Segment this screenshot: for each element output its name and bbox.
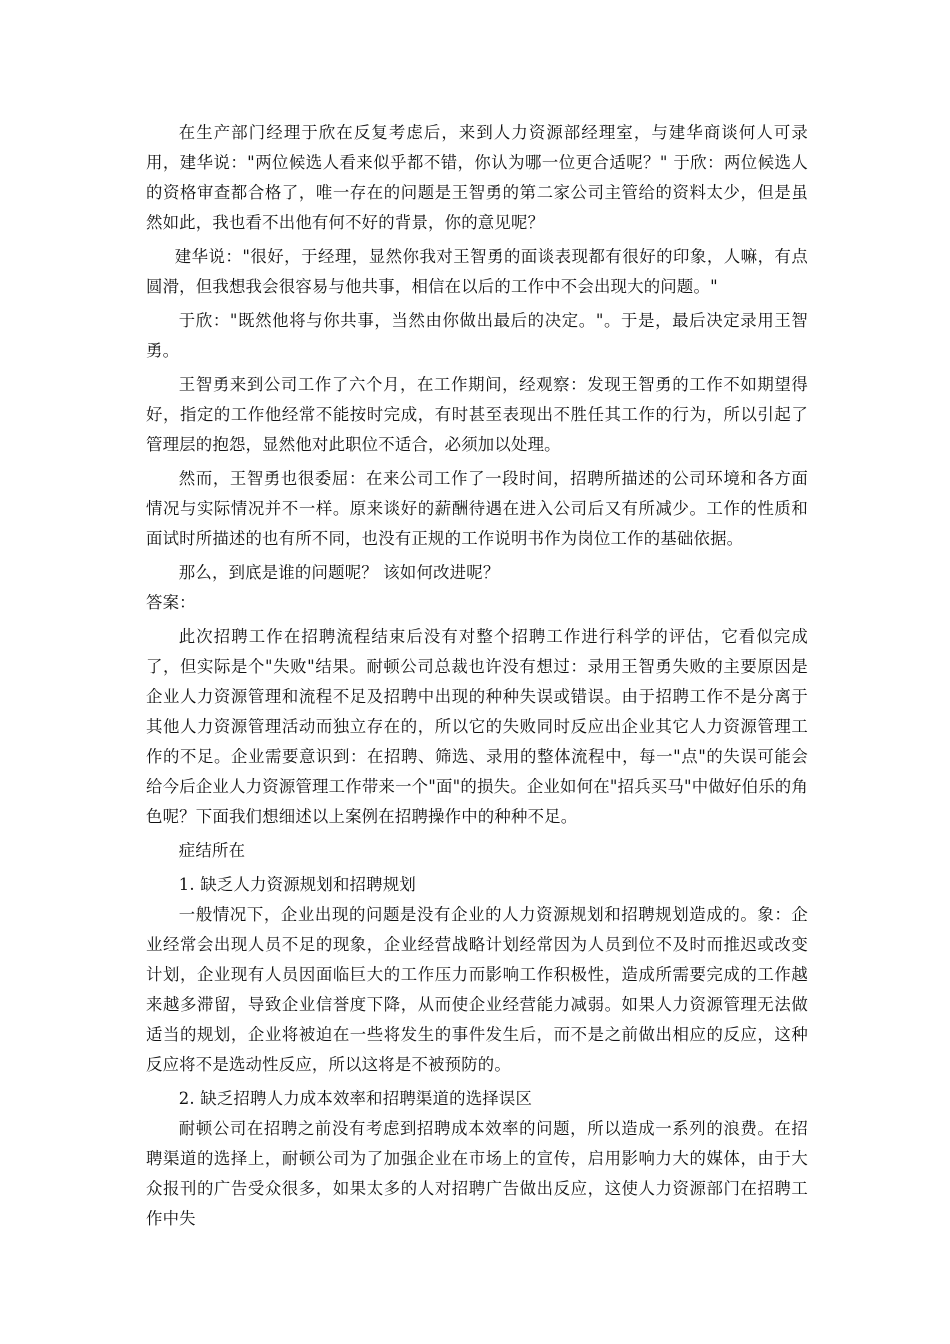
paragraph-1: 在生产部门经理于欣在反复考虑后，来到人力资源部经理室，与建华商谈何人可录用，建华说："两位候选人看来似乎都不错，你认为哪一位更合适呢？" 于欣：两位候选人的资格审查都合格了，唯一存在的问题是王智勇的第二家公司主管给的资料太少，但是虽然如此，我也看不出他有何不好的背景，你的意见呢？ xyxy=(146,123,808,232)
answer-heading: 答案： xyxy=(146,593,196,612)
paragraph-5: 然而，王智勇也很委屈：在来公司工作了一段时间，招聘所描述的公司环境和各方面情况与实际情况并不一样。原来谈好的薪酬待遇在进入公司后又有所减少。工作的性质和面试时所描述的也有所不同，也没有正规的工作说明书作为岗位工作的基础依据。 xyxy=(146,469,808,548)
subheading-1: 1. 缺乏人力资源规划和招聘规划 xyxy=(178,875,416,894)
document-page xyxy=(146,118,808,1234)
paragraph-6: 那么，到底是谁的问题呢？ 该如何改进呢？ xyxy=(178,563,500,582)
paragraph-3: 于欣："既然他将与你共事，当然由你做出最后的决定。"。于是，最后决定录用王智勇。 xyxy=(146,311,808,360)
paragraph-4: 王智勇来到公司工作了六个月，在工作期间，经观察：发现王智勇的工作不如期望得好，指定的工作他经常不能按时完成，有时甚至表现出不胜任其工作的行为，所以引起了管理层的抱怨，显然他对此职位不适合，必须加以处理。 xyxy=(146,375,808,454)
paragraph-7: 此次招聘工作在招聘流程结束后没有对整个招聘工作进行科学的评估，它看似完成了，但实际是个"失败"结果。耐顿公司总裁也许没有想过：录用王智勇失败的主要原因是企业人力资源管理和流程不足及招聘中出现的种种失误或错误。由于招聘工作不是分离于其他人力资源管理活动而独立存在的，所以它的失败同时反应出企业其它人力资源管理工作的不足。企业需要意识到：在招聘、筛选、录用的整体流程中，每一"点"的失误可能会给今后企业人力资源管理工作带来一个"面"的损失。企业如何在"招兵买马"中做好伯乐的角色呢？下面我们想细述以上案例在招聘操作中的种种不足。 xyxy=(146,627,808,826)
paragraph-9: 耐顿公司在招聘之前没有考虑到招聘成本效率的问题，所以造成一系列的浪费。在招聘渠道的选择上，耐顿公司为了加强企业在市场上的宣传，启用影响力大的媒体，由于大众报刊的广告受众很多，如果太多的人对招聘广告做出反应，这使人力资源部门在招聘工作中失 xyxy=(146,1119,808,1228)
paragraph-2: 建华说："很好，于经理，显然你我对王智勇的面谈表现都有很好的印象，人嘛，有点圆滑，但我想我会很容易与他共事，相信在以后的工作中不会出现大的问题。" xyxy=(146,247,808,296)
paragraph-8: 一般情况下，企业出现的问题是没有企业的人力资源规划和招聘规划造成的。象：企业经常会出现人员不足的现象，企业经营战略计划经常因为人员到位不及时而推迟或改变计划，企业现有人员因面临巨大的工作压力而影响工作积极性，造成所需要完成的工作越来越多滞留，导致企业信誉度下降，从而使企业经营能力减弱。如果人力资源管理无法做适当的规划，企业将被迫在一些将发生的事件发生后，而不是之前做出相应的反应，这种反应将不是选动性反应，所以这将是不被预防的。 xyxy=(146,905,808,1074)
subheading-2: 2. 缺乏招聘人力成本效率和招聘渠道的选择误区 xyxy=(178,1089,533,1108)
section-heading: 症结所在 xyxy=(178,841,246,860)
